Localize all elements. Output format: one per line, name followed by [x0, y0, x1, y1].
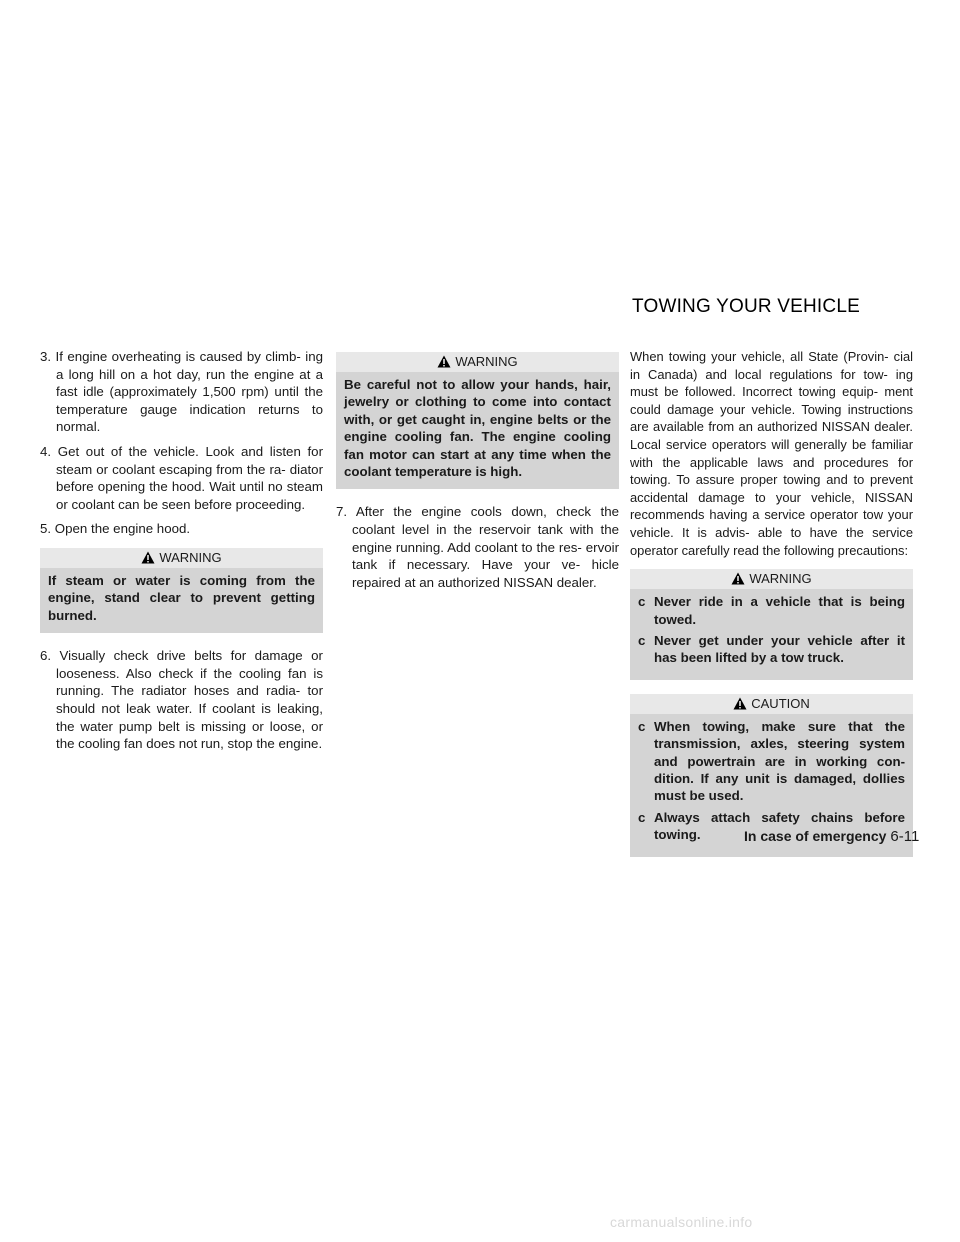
warning-triangle-icon [731, 572, 745, 585]
warning-box-towing [630, 569, 913, 680]
warning-text [630, 593, 913, 667]
bullet-mark: c [638, 718, 646, 734]
warning-text: If steam or water is coming from the engine, stand clear to prevent getting burned. [48, 572, 315, 623]
warning-triangle-icon [733, 697, 747, 710]
towing-intro: When towing your vehicle, all State (Provin- cial in Canada) and local regulations for tow- ing must be followed. Incorrect towing equip- ment could damage your vehicle. Towing instructions are available from an authorized NISSAN dealer. Local service operators will generally be familiar with the applicable laws and procedures for towing. To assure proper towing and to prevent accidental damage to your vehicle, NISSAN recommends having a service operator tow your vehicle. It is advis- able to have the service operator carefully read the following precautions: [630, 349, 913, 558]
warning-box-steam [40, 548, 323, 633]
step-5: 5. Open the engine hood. [40, 521, 191, 537]
right-column [630, 348, 913, 871]
caution-header [630, 694, 913, 714]
middle-column [336, 348, 619, 598]
left-column [40, 348, 323, 760]
warning-triangle-icon [437, 355, 451, 368]
caution-text [630, 718, 913, 844]
step-4: 4. Get out of the vehicle. Look and listen for steam or coolant escaping from the ra- diator before opening the hood. Wait until no steam or coolant can be seen before proceeding. [40, 443, 323, 512]
warning-triangle-icon [141, 551, 155, 564]
page-footer [744, 828, 919, 845]
warning-header [40, 548, 323, 568]
warning-label: WARNING [455, 354, 518, 369]
list-item: c Never ride in a vehicle that is being towed. [638, 594, 905, 627]
warning-label: WARNING [159, 549, 222, 565]
step-6: 6. Visually check drive belts for damage or looseness. Also check if the cooling fan is running. The radiator hoses and radia- tor should not leak water. If coolant is leaking, the water pump belt is missing or loose, or the cooling fan does not run, stop the engine. [40, 648, 323, 752]
bullet-mark: c [638, 809, 646, 825]
bullet-mark: c [638, 632, 646, 648]
section-title: TOWING YOUR VEHICLE [632, 296, 860, 317]
list-item: c Always attach safety chains before towing. [638, 809, 905, 843]
warning-label: WARNING [749, 571, 812, 587]
list-item: c When towing, make sure that the transmission, axles, steering system and powertrain are in working con- dition. If any unit is damaged, dollies must be used. [638, 718, 905, 804]
step-7: 7. After the engine cools down, check the coolant level in the reservoir tank with the engine running. Add coolant to the res- ervoir tank if necessary. Have your ve- hicle repaired at an authorized NISSAN dealer. [336, 504, 619, 590]
warning-text: Be careful not to allow your hands, hair, jewelry or clothing to come into contact with, or get caught in, engine belts or the engine cooling fan. The engine cooling fan motor can start at any time when the coolant temperature is high. [344, 377, 611, 480]
page-number: 6-11 [890, 828, 920, 845]
watermark: carmanualsonline.info [610, 1214, 753, 1230]
list-item: c Never get under your vehicle after it has been lifted by a tow truck. [638, 632, 905, 666]
warning-header [630, 569, 913, 589]
warning-box-fan [336, 352, 619, 489]
step-3: 3. If engine overheating is caused by climb- ing a long hill on a hot day, run the engine at a fast idle (approximately 1,500 rpm) until the temperature gauge indication returns to normal. [40, 349, 323, 435]
footer-section-name: In case of emergency [744, 828, 887, 844]
warning-header [336, 352, 619, 372]
caution-label: CAUTION [751, 695, 810, 711]
bullet-mark: c [638, 594, 646, 610]
